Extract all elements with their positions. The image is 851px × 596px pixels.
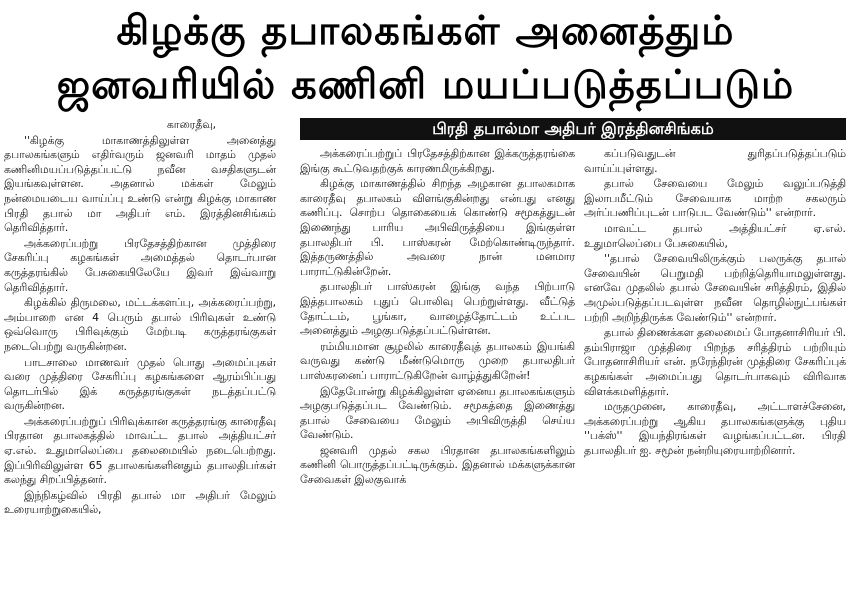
paragraph: தபால் சேவையை மேலும் வலுப்படுத்தி இலாபமீட்டும் சேவையாக மாற்ற சகலரும் அர்ப்பணிப்புடன் பாடுபட வேண்டும்'' என்றார்.: [584, 177, 846, 220]
subheading-banner: பிரதி தபால்மா அதிபர் இரத்தினசிங்கம்: [300, 118, 846, 140]
paragraph: கிழக்கில் திருமலை, மட்டக்களப்பு, அக்கரைப்பற்று, அம்பாறை என 4 பெரும் தபால் பிரிவுகள் உண்டு ஒவ்வொரு பிரிவுக்கும் மேற்படி கருத்தரங்குகள் நடைபெற்று வருகின்றன.: [4, 296, 276, 353]
paragraph: அக்கரைப்பற்றுப் பிரதேசத்திற்கான இக்கருத்தரங்கை இங்கு கூட்டுவதற்குக் காரணமிருக்கிறது.: [300, 147, 575, 175]
paragraph: இந்நிகழ்வில் பிரதி தபால் மா அதிபர் மேலும் உரையாற்றுகையில்,: [4, 488, 276, 517]
paragraph: கிழக்கு மாகாணத்தில் சிறந்த அழகான தபாலகமாக காரைதீவு தபாலகம் விளங்குகின்றது என்பது எனது கணிப்பு. சொற்ப தொகையைக் கொண்டு சமூகத்துடன் இணைந்து பாரிய அபிவிருத்தியை இங்குள்ள தபாலதிபர் பி. பாஸ்கரன் மேற்கொண்டிருந்தார். இத்தருணத்தில் அவரை நான் மனமார பாராட்டுகின்றேன்.: [300, 177, 575, 278]
paragraph: அக்கரைப்பற்றுப் பிரிவுக்கான கருத்தரங்கு காரைதீவு பிரதான தபாலகத்தில் மாவட்ட தபால் அத்தியட்சர் ஏ.எல். உதுமாலெப்பை தலைமையில் நடைபெற்றது. இப்பிரிவிலுள்ள 65 தபாலகங்களினதும் தபாலதிபர்கள் கலந்து சிறப்பித்தனர்.: [4, 414, 276, 487]
headline-line-2: ஜனவரியில் கணினி மயப்படுத்தப்படும்: [56, 62, 795, 108]
paragraph: தபாலதிபர் பாஸ்கரன் இங்கு வந்த பிற்பாடு இத்தபாலகம் புதுப் பொலிவு பெற்றுள்ளது. வீட்டுத் தோட்டம், பூங்கா, வாழைத்தோட்டம் உட்பட அனைத்தும் அழகுபடுத்தப்பட்டுள்ளன.: [300, 280, 575, 338]
paragraph: ஜனவரி முதல் சகல பிரதான தபாலகங்களிலும் கணினி பொருத்தப்பட்டிருக்கும். இதனால் மக்களுக்கான சேவைகள் இலகுவாக்: [300, 443, 575, 487]
paragraph: தபால் திணைக்கள தலைமைப் போதனாசிரியர் பி. தம்பிராஜா முத்திரை பிறந்த சரித்திரம் பற்றியும் போதனாசிரியர் என். நரேந்திரன் முத்திரை சேகரிப்புக் கழகங்கள் அமைப்பது தொடர்பாகவும் விரிவாக விளக்கமளித்தார்.: [584, 326, 846, 398]
paragraph: பாடசாலை மாணவர் முதல் பொது அமைப்புகள் வரை முத்திரை சேகரிப்பு கழகங்களை ஆரம்பிப்பது தொடர்பில் இக் கருத்தரங்குகள் நடத்தப்பட்டு வருகின்றன.: [4, 355, 276, 413]
article-column-3: [584, 147, 846, 459]
paragraph: கப்படுவதுடன் துரிதப்படுத்தப்படும் வாய்ப்புள்ளது.: [584, 147, 846, 175]
dateline: காரைதீவு,: [166, 118, 216, 131]
article-column-2: [300, 147, 575, 489]
paragraph: ரம்மியமான சூழலில் காரைதீவுத் தபாலகம் இயங்கி வருவது கண்டு மீண்டுமொரு முறை தபாலதிபர் பாஸ்கரனைப் பாராட்டுகிறேன் வாழ்த்துகிறேன்!: [300, 339, 575, 382]
paragraph: இதேபோன்று கிழக்கிலுள்ள ஏனைய தபாலகங்களும் அழகுபடுத்தப்பட வேண்டும். சமூகத்தை இணைத்து தபால் சேவையை மேலும் அபிவிருத்தி செய்ய வேண்டும்.: [300, 384, 575, 442]
article-column-1: [4, 118, 276, 519]
paragraph: மருதமுனை, காரைதீவு, அட்டாளச்சேனை, அக்கரைப்பற்று ஆகிய தபாலகங்களுக்கு புதிய ''பக்ஸ்'' இயந்திரங்கள் வழங்கப்பட்டன. பிரதி தபாலதிபர் ஐ. சமூன் நன்றியுரையாற்றினார்.: [584, 400, 846, 457]
paragraph: ''தபால் சேவையிலிருக்கும் பலருக்கு தபால் சேவையின் பெறுமதி பற்றித்தெரியாமலுள்ளது. எனவே முதலில் தபால் சேவையின் சரித்திரம், இதில் அமுல்படுத்தப்படவுள்ள நவீன தொழில்நுட்பங்கள் பற்றி அறிந்திருக்க வேண்டும்'' என்றார்.: [584, 252, 846, 324]
paragraph: அக்கரைப்பற்று பிரதேசத்திற்கான முத்திரை சேகரிப்பு கழகங்கள் அமைத்தல் தொடர்பான கருத்தரங்கில் பேசுகையிலேயே இவர் இவ்வாறு தெரிவித்தார்.: [4, 236, 276, 294]
paragraph: மாவட்ட தபால் அத்தியட்சர் ஏ.எல். உதுமாலெப்பை பேசுகையில்,: [584, 221, 846, 250]
headline-line-1: கிழக்கு தபாலகங்கள் அனைத்தும்: [116, 8, 735, 54]
paragraph: ''கிழக்கு மாகாணத்திலுள்ள அனைத்து தபாலகங்களும் எதிர்வரும் ஜனவரி மாதம் முதல் கணினிமயப்படுத்தப்பட்டு நவீன வசதிகளுடன் இயங்கவுள்ளன. அதனால் மக்கள் மேலும் நன்மையடைய வாய்ப்பு உண்டு என்று கிழக்கு மாகாண பிரதி தபால் மா அதிபர் எம். இரத்தினசிங்கம் தெரிவித்தார்.: [4, 133, 276, 235]
